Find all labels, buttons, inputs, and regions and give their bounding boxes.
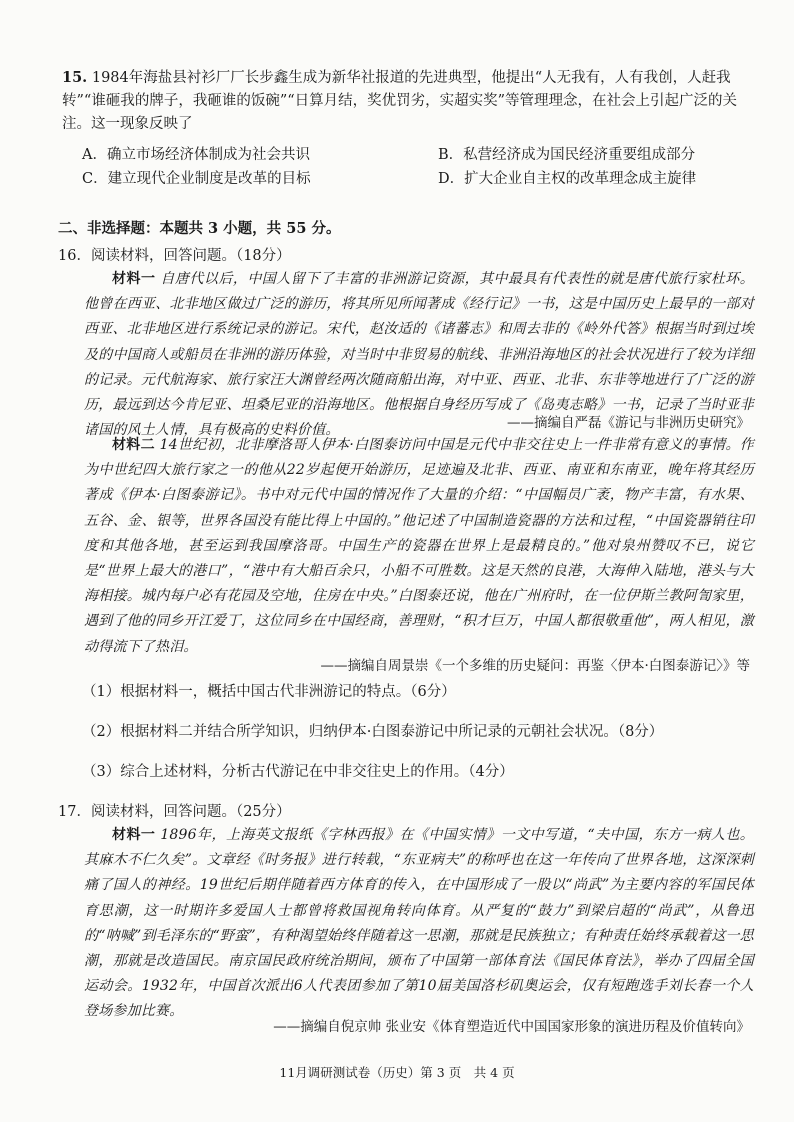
page-footer: 11月调研测试卷（历史）第 3 页 共 4 页 — [279, 1065, 515, 1080]
option-a: A．确立市场经济体制成为社会共识 — [82, 147, 310, 163]
material-text: 自唐代以后，中国人留下了丰富的非洲游记资源，其中最具有代表性的就是唐代旅行家杜环。他曾在西亚、北非地区做过广泛的游历，将其所见所闻著成《经行记》一书，这是中国历史上最早的一部对西亚、北非地区进行系统记录的游记。宋代，赵汝适的《诸蕃志》和周去非的《岭外代答》根据当时到过埃及的中国商人或船员在非洲的游历体验，对当时中非贸易的航线、非洲沿海地区的社会状况进行了较为详细的记录。元代航海家、旅行家汪大渊曾经两次随商船出海，对中亚、西亚、北非、东非等地进行了广泛的游历，最远到达今肯尼亚、坦桑尼亚的沿海地区。他根据自身经历写成了《岛夷志略》一书，记录了当时亚非诸国的风土人情，具有极高的史料价值。 — [84, 271, 754, 439]
q16-material-1-source: ——摘编自严磊《游记与非洲历史研究》 — [507, 415, 750, 431]
question-17-head: 17．阅读材料，回答问题。（25分） — [58, 804, 291, 820]
question-text: 1984年海盐县衬衫厂厂长步鑫生成为新华社报道的先进典型，他提出“人无我有，人有我创，人赶我转”“谁砸我的牌子，我砸谁的饭碗”“日算月结，奖优罚劣，实超实奖”等管理理念，在社会上引起广泛的关注。这一现象反映了 — [62, 70, 738, 132]
option-c: C．建立现代企业制度是改革的目标 — [82, 171, 311, 187]
q16-subquestion-3: （3）综合上述材料，分析古代游记在中非交往史上的作用。（4分） — [82, 764, 514, 780]
q16-subquestion-1: （1）根据材料一，概括中国古代非洲游记的特点。（6分） — [82, 684, 456, 700]
section-heading: 二、非选择题：本题共 3 小题，共 55 分。 — [58, 220, 341, 237]
question-number: 15. — [62, 69, 88, 86]
option-b: B．私营经济成为国民经济重要组成部分 — [438, 147, 696, 163]
material-label: 材料一 — [112, 271, 156, 287]
material-label: 材料二 — [112, 437, 155, 453]
q17-material-1-source: ——摘编自倪京帅 张业安《体育塑造近代中国国家形象的演进历程及价值转向》 — [273, 1019, 750, 1035]
q16-material-2-source: ——摘编自周景崇《一个多维的历史疑问：再鉴〈伊本·白图泰游记〉》等 — [320, 658, 750, 674]
material-text: 14世纪初，北非摩洛哥人伊本·白图泰访问中国是元代中非交往史上一件非常有意义的事情。作为中世纪四大旅行家之一的他从22岁起便开始游历，足迹遍及北非、西亚、南亚和东南亚，晚年将其经历著成《伊本·白图泰游记》。书中对元代中国的情况作了大量的介绍：“中国幅员广袤，物产丰富，有水果、五谷、金、银等，世界各国没有能比得上中国的。”他记述了中国制造瓷器的方法和过程，“中国瓷器销往印度和其他各地，甚至运到我国摩洛哥。中国生产的瓷器在世界上是最精良的。”他对泉州赞叹不已，说它是“世界上最大的港口”，“港中有大船百余只，小船不可胜数。这是天然的良港，大海伸入陆地，港头与大海相接。城内每户必有花园及空地，住房在中央。”白图泰还说，他在广州府时，在一位伊斯兰教阿訇家里，遇到了他的同乡开江爱丁，这位同乡在中国经商，善理财，“积才巨万，中国人都很敬重他”，两人相见，激动得流下了热泪。 — [84, 437, 754, 655]
q16-subquestion-2: （2）根据材料二并结合所学知识，归纳伊本·白图泰游记中所记录的元朝社会状况。（8分） — [82, 724, 664, 740]
material-label: 材料一 — [112, 827, 156, 843]
option-d: D．扩大企业自主权的改革理念成主旋律 — [438, 171, 697, 187]
question-16-head: 16．阅读材料，回答问题。（18分） — [58, 248, 291, 264]
question-15 — [62, 66, 762, 136]
q17-material-1 — [84, 823, 754, 1025]
material-text: 1896年，上海英文报纸《字林西报》在《中国实情》一文中写道，“夫中国，东方一病人也。其麻木不仁久矣”。文章经《时务报》进行转载，“东亚病夫”的称呼也在这一年传向了世界各地，这深深刺痛了国人的神经。19世纪后期伴随着西方体育的传入，在中国形成了一股以“尚武”为主要内容的军国民体育思潮，这一时期许多爱国人士都曾将救国视角转向体育。从严复的“鼓力”到梁启超的“尚武”，从鲁迅的“呐喊”到毛泽东的“野蛮”，有种渴望始终伴随着这一思潮，那就是民族独立；有种责任始终承载着这一思潮，那就是改造国民。南京国民政府统治期间，颁布了中国第一部体育法《国民体育法》，举办了四届全国运动会。1932年，中国首次派出6人代表团参加了第10届美国洛杉矶奥运会，仅有短跑选手刘长春一个人登场参加比赛。 — [84, 827, 755, 1020]
q16-material-2 — [84, 433, 754, 660]
